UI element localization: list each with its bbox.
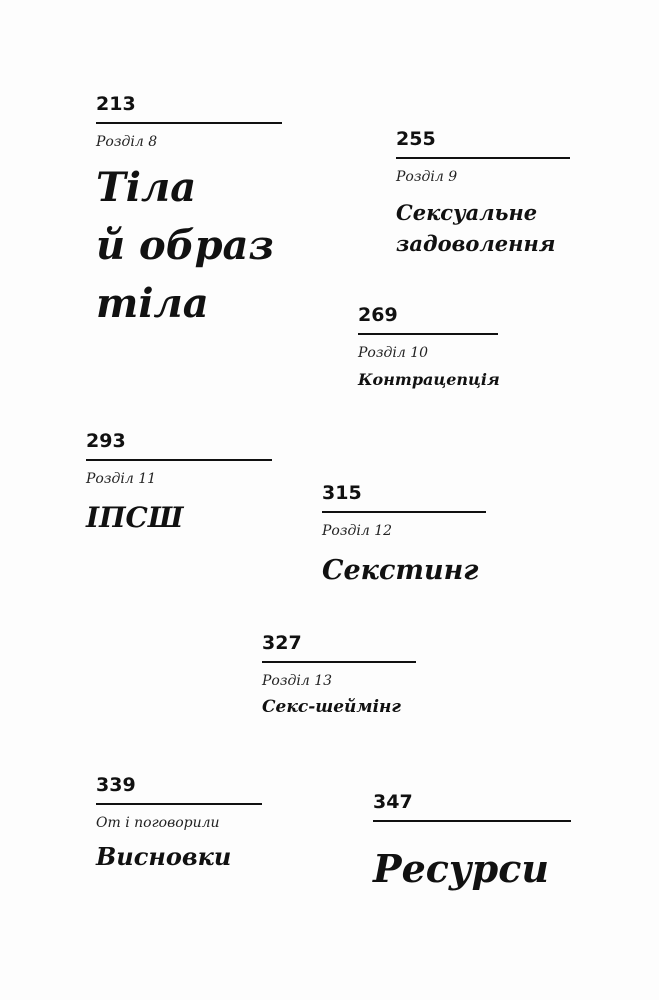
chapter-title: ІПСШ (86, 501, 184, 534)
chapter-title: Контрацепція (358, 370, 500, 389)
section-label: Розділ 9 (396, 169, 458, 185)
toc-entry-chapter-10 (358, 303, 498, 391)
chapter-title (396, 197, 570, 259)
chapter-title-line: задоволення (396, 231, 556, 256)
page-number: 293 (86, 430, 126, 452)
divider (358, 333, 498, 335)
toc-entry-chapter-12 (322, 481, 486, 589)
page-number: 269 (358, 304, 398, 326)
toc-entry-resources (373, 790, 571, 894)
chapter-title-line: й образ (96, 222, 274, 269)
divider (96, 122, 282, 124)
chapter-title-line: тіла (96, 280, 209, 327)
page-number: 315 (322, 482, 362, 504)
section-label: Розділ 10 (358, 345, 429, 361)
chapter-title-line: Сексуальне (396, 200, 538, 225)
divider (373, 820, 571, 822)
chapter-title-line: Тіла (96, 164, 197, 211)
page-number: 213 (96, 93, 136, 115)
toc-entry-chapter-9 (396, 127, 570, 259)
section-label: От і поговорили (96, 815, 220, 831)
divider (86, 459, 272, 461)
chapter-title: Секстинг (322, 555, 479, 586)
divider (96, 803, 262, 805)
section-label: Розділ 11 (86, 471, 157, 487)
section-label: Розділ 13 (262, 673, 333, 689)
divider (396, 157, 570, 159)
chapter-title (96, 159, 282, 333)
divider (262, 661, 416, 663)
toc-entry-chapter-11 (86, 429, 272, 536)
toc-entry-conclusions (96, 773, 262, 874)
section-label: Розділ 8 (96, 134, 158, 150)
page-number: 339 (96, 774, 136, 796)
page-number: 255 (396, 128, 436, 150)
chapter-title: Ресурси (373, 846, 549, 891)
section-label: Розділ 12 (322, 523, 393, 539)
chapter-title: Секс-шеймінг (262, 697, 401, 717)
page-number: 327 (262, 632, 302, 654)
chapter-title: Висновки (96, 842, 232, 871)
toc-entry-chapter-13 (262, 631, 416, 719)
page-number: 347 (373, 791, 413, 813)
divider (322, 511, 486, 513)
toc-entry-chapter-8 (96, 92, 282, 333)
